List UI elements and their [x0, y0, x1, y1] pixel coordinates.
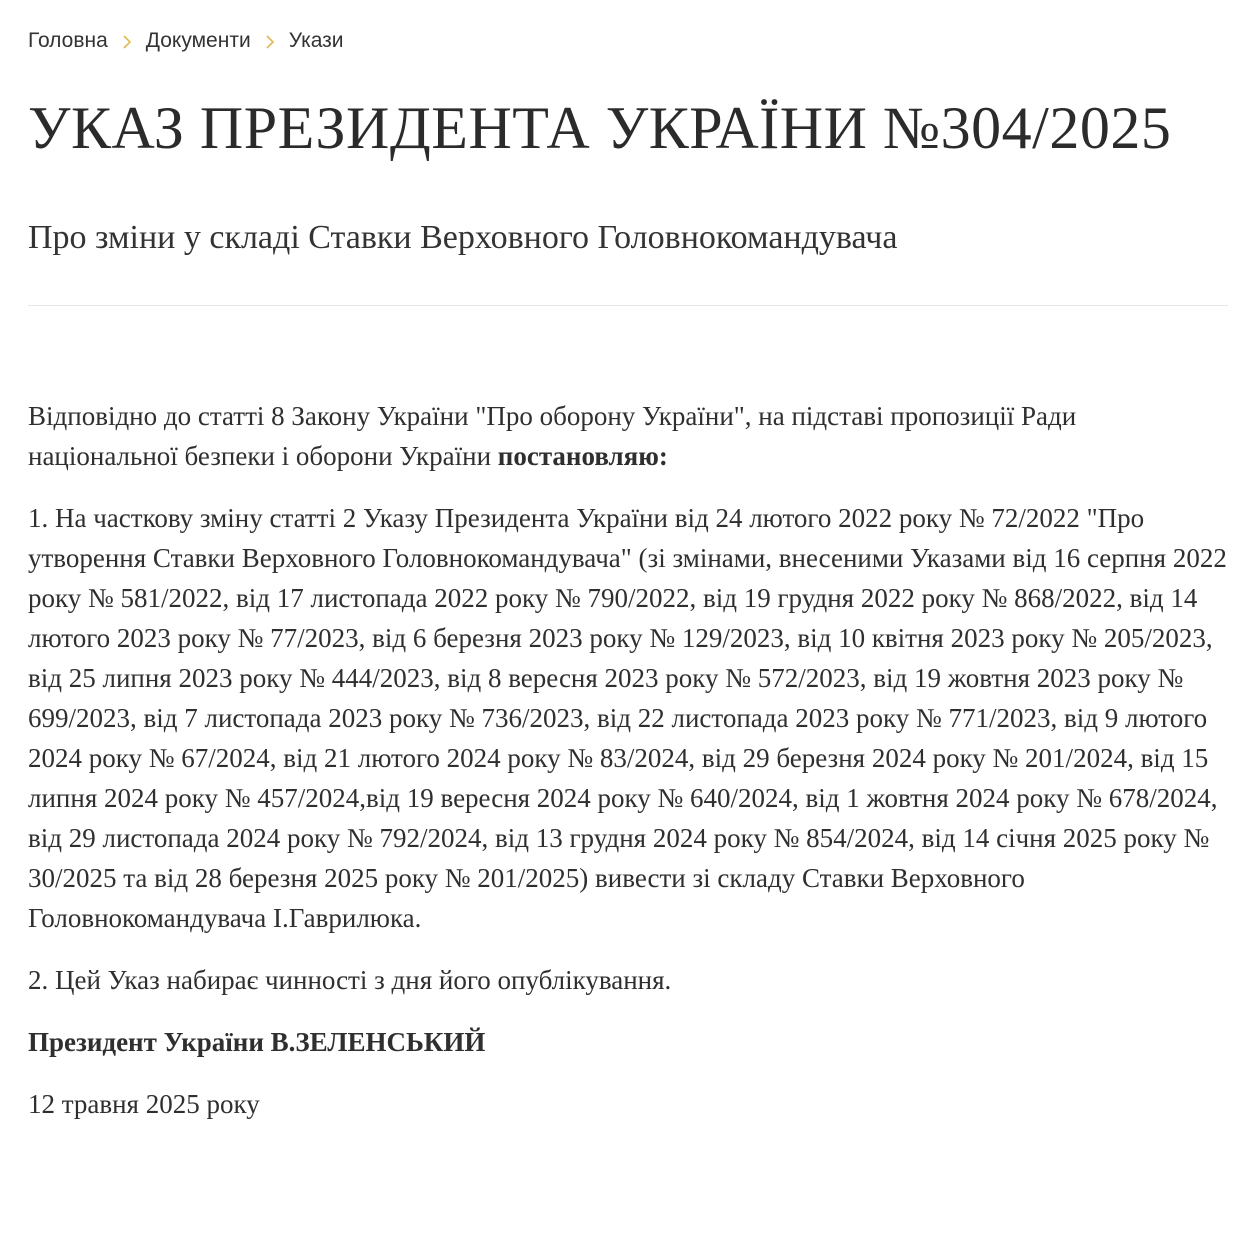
item-1-paragraph: 1. На часткову зміну статті 2 Указу Президента України від 24 лютого 2022 року № 72/2022 "Про утворення Ставки Верховного Головнокомандувача" (зі змінами, внесеними Указами від 16 серпня 2022 року № 581/2022, від 17 листопада 2022 року № 790/2022, від 19 грудня 2022 року № 868/2022, від 14 лютого 2023 року № 77/2023, від 6 березня 2023 року № 129/2023, від 10 квітня 2023 року № 205/2023, від 25 липня 2023 року № 444/2023, від 8 вересня 2023 року № 572/2023, від 19 жовтня 2023 року № 699/2023, від 7 листопада 2023 року № 736/2023, від 22 листопада 2023 року № 771/2023, від 9 лютого 2024 року № 67/2024, від 21 лютого 2024 року № 83/2024, від 29 березня 2024 року № 201/2024, від 15 липня 2024 року № 457/2024,від 19 вересня 2024 року № 640/2024, від 1 жовтня 2024 року № 678/2024, від 29 листопада 2024 року № 792/2024, від 13 грудня 2024 року № 854/2024, від 14 січня 2025 року № 30/2025 та від 28 березня 2025 року № 201/2025) вивести зі складу Ставки Верховного Головнокомандувача І.Гаврилюка.: [28, 503, 1227, 933]
breadcrumb: [28, 28, 344, 54]
breadcrumb-documents-link[interactable]: Документи: [145, 29, 251, 52]
page-title: УКАЗ ПРЕЗИДЕНТА УКРАЇНИ №304/2025: [28, 95, 1172, 161]
preamble-paragraph: [28, 396, 1228, 476]
page-subtitle: Про зміни у складі Ставки Верховного Головнокомандувача: [28, 219, 898, 256]
breadcrumb-decrees-link[interactable]: Укази: [288, 29, 344, 52]
divider: [28, 305, 1228, 306]
preamble-text: Відповідно до статті 8 Закону України "Про оборону України", на підставі пропозиції Ради національної безпеки і оборони України: [28, 401, 1077, 471]
chevron-right-icon: [251, 28, 289, 54]
item-2-paragraph: 2. Цей Указ набирає чинності з дня його опублікування.: [28, 965, 672, 995]
chevron-right-icon: [108, 28, 146, 54]
signature: Президент України В.ЗЕЛЕНСЬКИЙ: [28, 1027, 486, 1057]
breadcrumb-home-link[interactable]: Головна: [28, 29, 108, 52]
preamble-bold-text: постановляю:: [497, 441, 668, 471]
document-body: [28, 396, 1228, 1146]
document-date: 12 травня 2025 року: [28, 1089, 260, 1119]
